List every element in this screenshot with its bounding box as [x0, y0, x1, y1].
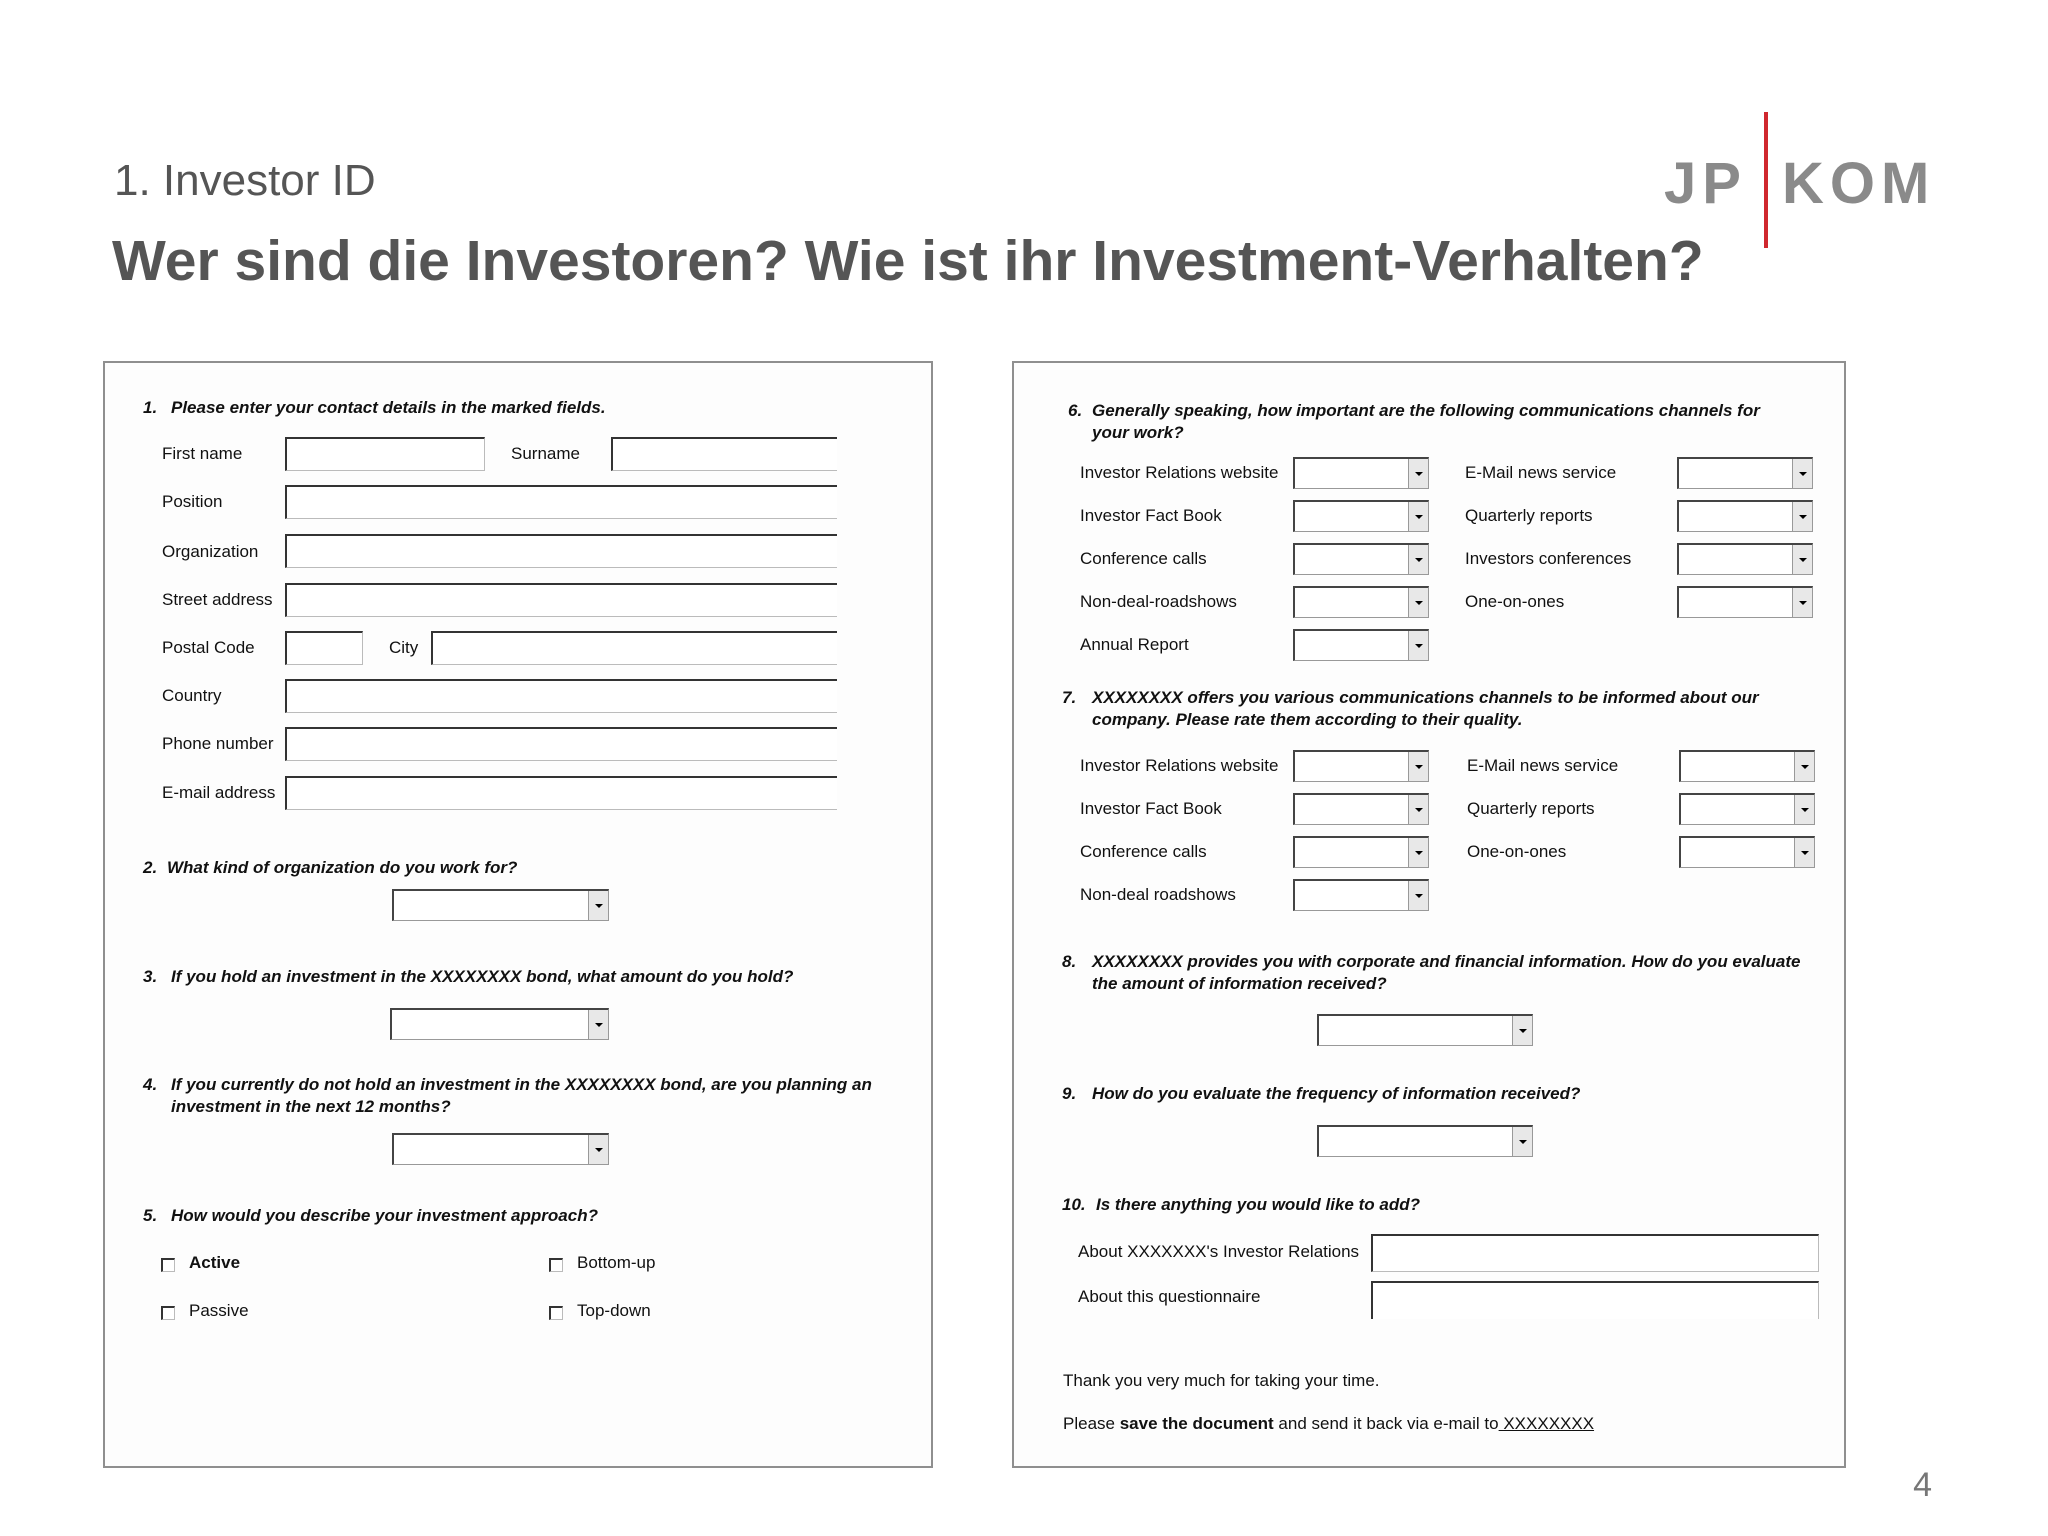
first-name-label: First name — [162, 444, 243, 463]
q7-conference-calls-dropdown[interactable] — [1293, 836, 1429, 868]
q7-ir-website-label: Investor Relations website — [1080, 756, 1279, 775]
q9-frequency-dropdown[interactable] — [1317, 1125, 1533, 1157]
country-field[interactable] — [285, 679, 837, 713]
q6-fact-book-label: Investor Fact Book — [1080, 506, 1222, 525]
passive-checkbox[interactable] — [161, 1306, 175, 1320]
q6-conference-calls-label: Conference calls — [1080, 549, 1207, 568]
q6-ir-website-dropdown[interactable] — [1293, 457, 1429, 489]
position-field[interactable] — [285, 485, 837, 519]
q6-one-on-ones-dropdown[interactable] — [1677, 586, 1813, 618]
logo-jp: JP — [1664, 151, 1747, 216]
country-label: Country — [162, 686, 222, 705]
passive-label: Passive — [189, 1301, 249, 1320]
q6-fact-book-dropdown[interactable] — [1293, 500, 1429, 532]
q6-annual-report-dropdown[interactable] — [1293, 629, 1429, 661]
questionnaire-right-page — [1012, 361, 1846, 1468]
question-5: 5. How would you describe your investment approach? — [143, 1206, 598, 1225]
question-1: 1. Please enter your contact details in the marked fields. — [143, 398, 606, 417]
q7-conference-calls-label: Conference calls — [1080, 842, 1207, 861]
q6-annual-report-label: Annual Report — [1080, 635, 1189, 654]
chevron-down-icon[interactable] — [588, 1010, 608, 1039]
q7-quarterly-label: Quarterly reports — [1467, 799, 1595, 818]
street-address-field[interactable] — [285, 583, 837, 617]
chevron-down-icon[interactable] — [1794, 795, 1814, 824]
organization-type-dropdown[interactable] — [392, 889, 609, 921]
chevron-down-icon[interactable] — [1408, 752, 1428, 781]
first-name-field[interactable] — [285, 437, 485, 471]
q8-amount-dropdown[interactable] — [1317, 1014, 1533, 1046]
q6-ndr-label: Non-deal-roadshows — [1080, 592, 1237, 611]
organization-label: Organization — [162, 542, 259, 561]
postal-code-label: Postal Code — [162, 638, 255, 657]
question-7: 7. XXXXXXXX offers you various communications channels to be informed about our company. Please rate them according to their quality. — [1062, 688, 1759, 729]
city-field[interactable] — [431, 631, 837, 665]
q7-ndr-label: Non-deal roadshows — [1080, 885, 1236, 904]
email-address-field[interactable] — [285, 776, 837, 810]
q6-ir-website-label: Investor Relations website — [1080, 463, 1279, 482]
q6-quarterly-dropdown[interactable] — [1677, 500, 1813, 532]
q6-conference-calls-dropdown[interactable] — [1293, 543, 1429, 575]
street-address-label: Street address — [162, 590, 273, 609]
position-label: Position — [162, 492, 223, 511]
top-down-checkbox[interactable] — [549, 1306, 563, 1320]
chevron-down-icon[interactable] — [1408, 588, 1428, 617]
q6-quarterly-label: Quarterly reports — [1465, 506, 1593, 525]
chevron-down-icon[interactable] — [1408, 502, 1428, 531]
question-2: 2. What kind of organization do you work for? — [143, 858, 518, 877]
about-ir-label: About XXXXXXX's Investor Relations — [1078, 1242, 1360, 1261]
chevron-down-icon[interactable] — [588, 891, 608, 920]
question-10: 10. Is there anything you would like to add? — [1062, 1195, 1420, 1214]
organization-field[interactable] — [285, 534, 837, 568]
chevron-down-icon[interactable] — [1408, 631, 1428, 660]
chevron-down-icon[interactable] — [1794, 752, 1814, 781]
chevron-down-icon[interactable] — [1792, 545, 1812, 574]
surname-label: Surname — [511, 444, 580, 463]
q6-ndr-dropdown[interactable] — [1293, 586, 1429, 618]
q6-investor-conferences-dropdown[interactable] — [1677, 543, 1813, 575]
thank-you-text: Thank you very much for taking your time. — [1063, 1371, 1380, 1390]
active-label: Active — [189, 1253, 241, 1272]
q6-email-news-label: E-Mail news service — [1465, 463, 1617, 482]
about-questionnaire-label: About this questionnaire — [1078, 1287, 1261, 1306]
slide-title: Wer sind die Investoren? Wie ist ihr Investment-Verhalten? — [112, 229, 1704, 293]
chevron-down-icon[interactable] — [1512, 1016, 1532, 1045]
q6-investor-conferences-label: Investors conferences — [1465, 549, 1632, 568]
question-3: 3. If you hold an investment in the XXXXXXXX bond, what amount do you hold? — [143, 967, 794, 986]
chevron-down-icon[interactable] — [1408, 459, 1428, 488]
investment-amount-dropdown[interactable] — [390, 1008, 609, 1040]
q7-ndr-dropdown[interactable] — [1293, 879, 1429, 911]
about-questionnaire-field[interactable] — [1371, 1281, 1819, 1319]
section-label: 1. Investor ID — [114, 156, 376, 205]
jpkom-logo — [1660, 112, 1940, 252]
logo-divider — [1764, 112, 1768, 248]
city-label: City — [389, 638, 419, 657]
q7-fact-book-dropdown[interactable] — [1293, 793, 1429, 825]
about-ir-field[interactable] — [1371, 1234, 1819, 1272]
postal-code-field[interactable] — [285, 631, 363, 665]
question-9: 9. How do you evaluate the frequency of information received? — [1062, 1084, 1581, 1103]
email-link[interactable]: XXXXXXXX — [1498, 1414, 1595, 1433]
bottom-up-label: Bottom-up — [577, 1253, 656, 1272]
save-instructions: Please save the document and send it back via e-mail to XXXXXXXX — [1063, 1414, 1595, 1433]
q7-email-news-dropdown[interactable] — [1679, 750, 1815, 782]
chevron-down-icon[interactable] — [1408, 838, 1428, 867]
chevron-down-icon[interactable] — [1792, 588, 1812, 617]
q7-quarterly-dropdown[interactable] — [1679, 793, 1815, 825]
active-checkbox[interactable] — [161, 1258, 175, 1272]
logo-kom: KOM — [1782, 151, 1936, 216]
q7-email-news-label: E-Mail news service — [1467, 756, 1619, 775]
chevron-down-icon[interactable] — [1512, 1127, 1532, 1156]
chevron-down-icon[interactable] — [1408, 545, 1428, 574]
top-down-label: Top-down — [577, 1301, 651, 1320]
q7-one-on-ones-dropdown[interactable] — [1679, 836, 1815, 868]
q6-one-on-ones-label: One-on-ones — [1465, 592, 1565, 611]
investment-planning-dropdown[interactable] — [392, 1133, 609, 1165]
question-6: 6. Generally speaking, how important are the following communications channels for your work? — [1068, 401, 1760, 442]
q7-ir-website-dropdown[interactable] — [1293, 750, 1429, 782]
question-8: 8. XXXXXXXX provides you with corporate and financial information. How do you evaluate the amount of information received? — [1062, 952, 1801, 993]
surname-field[interactable] — [611, 437, 837, 471]
chevron-down-icon[interactable] — [1792, 502, 1812, 531]
bottom-up-checkbox[interactable] — [549, 1258, 563, 1272]
q7-fact-book-label: Investor Fact Book — [1080, 799, 1222, 818]
q7-one-on-ones-label: One-on-ones — [1467, 842, 1567, 861]
q6-email-news-dropdown[interactable] — [1677, 457, 1813, 489]
email-address-label: E-mail address — [162, 783, 276, 802]
page-number: 4 — [1913, 1466, 1932, 1504]
phone-number-label: Phone number — [162, 734, 274, 753]
chevron-down-icon[interactable] — [1792, 459, 1812, 488]
phone-number-field[interactable] — [285, 727, 837, 761]
chevron-down-icon[interactable] — [1408, 881, 1428, 910]
chevron-down-icon[interactable] — [1408, 795, 1428, 824]
questionnaire-left-page — [103, 361, 933, 1468]
question-4: 4. If you currently do not hold an investment in the XXXXXXXX bond, are you planning an investment in the next 12 months? — [143, 1075, 872, 1116]
chevron-down-icon[interactable] — [1794, 838, 1814, 867]
chevron-down-icon[interactable] — [588, 1135, 608, 1164]
